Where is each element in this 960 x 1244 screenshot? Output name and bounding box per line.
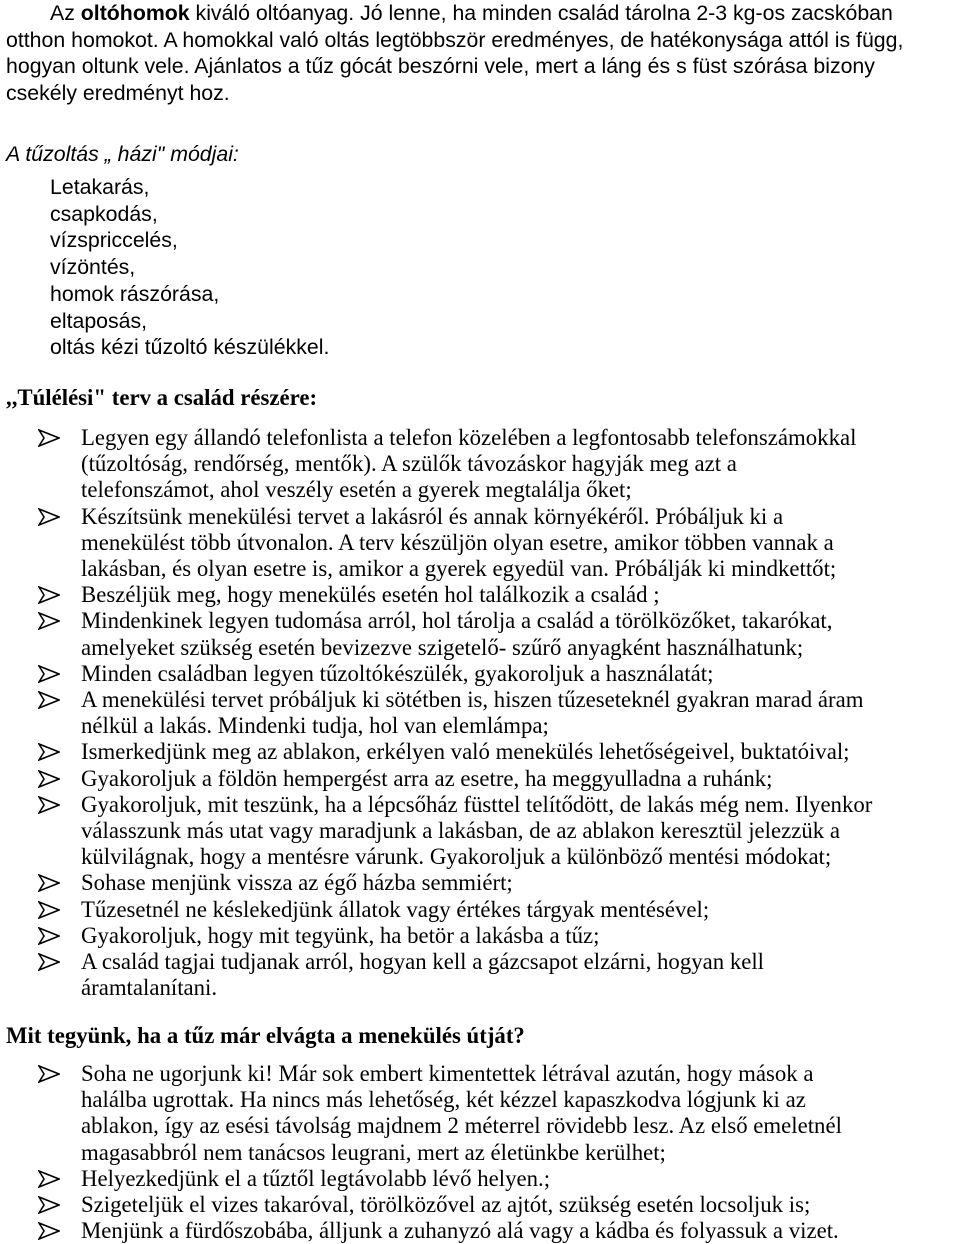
arrowhead-bullet-icon [38, 691, 60, 709]
arrowhead-bullet-icon [38, 796, 60, 814]
method-item: oltás kézi tűzoltó készülékkel. [50, 335, 330, 360]
arrowhead-bullet-icon [38, 1170, 60, 1188]
bullet-item-line: Helyezkedjünk el a tűztől legtávolabb lévő helyen.; [81, 1165, 551, 1191]
bullet-item-line: (tűzoltóság, rendőrség, mentők). A szülők távozáskor hagyják meg azt a [81, 451, 737, 477]
method-item: csapkodás, [50, 201, 158, 226]
bullet-item-line: Sohase menjünk vissza az égő házba semmiért; [81, 870, 513, 896]
arrowhead-bullet-icon [38, 429, 60, 447]
survival-plan-list [0, 425, 960, 1001]
bullet-item [0, 582, 960, 608]
method-item: Letakarás, [50, 175, 150, 199]
intro-paragraph [6, 0, 958, 107]
bullet-item [0, 608, 960, 660]
intro-line: csekély eredményt hoz. [6, 81, 230, 106]
bullet-item [0, 1166, 960, 1192]
method-item: vízspriccelés, [50, 228, 178, 253]
survival-plan-heading: ,,Túlélési" terv a család részére: [6, 385, 318, 410]
arrowhead-bullet-icon [38, 1222, 60, 1240]
bullet-item-line: A menekülési tervet próbáljuk ki sötétben is, hiszen tűzeseteknél gyakran marad áram [81, 687, 864, 713]
arrowhead-bullet-icon [38, 770, 60, 788]
bullet-item [0, 766, 960, 792]
bullet-item-line: Ismerkedjünk meg az ablakon, erkélyen való menekülés lehetőségeivel, buktatóival; [81, 739, 850, 765]
bullet-item-line: ablakon, így az esési távolság majdnem 2 méterrel rövidebb lesz. Az első emeletnél [81, 1113, 842, 1139]
intro-bold-term: oltóhomok [80, 1, 190, 25]
arrowhead-bullet-icon [38, 874, 60, 892]
bullet-item-line: menekülést több útvonalon. A terv készüljön olyan esetre, amikor többen vannak a [81, 529, 834, 555]
intro-text: Az [50, 1, 81, 25]
arrowhead-bullet-icon [38, 508, 60, 526]
home-methods-list [50, 174, 329, 361]
intro-line: hogyan oltunk vele. Ajánlatos a tűz gócát beszórni vele, mert a láng és s füst szórása bizony [6, 54, 875, 79]
bullet-item-line: Beszéljük meg, hogy menekülés esetén hol találkozik a család ; [81, 582, 660, 608]
bullet-item [0, 739, 960, 765]
arrowhead-bullet-icon [38, 901, 60, 919]
bullet-item-line: nélkül a lakás. Mindenki tudja, hol van elemlámpa; [81, 713, 549, 739]
bullet-item [0, 792, 960, 871]
bullet-item-line: halálba ugrottak. Ha nincs más lehetőség, két kézzel kapaszkodva lógjunk ki az [81, 1087, 806, 1113]
bullet-item [0, 504, 960, 583]
method-item: eltaposás, [50, 308, 148, 333]
bullet-item [0, 923, 960, 949]
bullet-item-line: Készítsünk menekülési tervet a lakásról és annak környékéről. Próbáljuk ki a [81, 503, 784, 529]
bullet-item-line: Menjünk a fürdőszobába, álljunk a zuhanyzó alá vagy a kádba és folyassuk a vizet. [81, 1218, 839, 1244]
bullet-item [0, 1061, 960, 1166]
arrowhead-bullet-icon [38, 612, 60, 630]
bullet-item [0, 897, 960, 923]
bullet-item [0, 687, 960, 739]
bullet-item-line: Tűzesetnél ne késlekedjünk állatok vagy értékes tárgyak mentésével; [81, 896, 710, 922]
bullet-item-line: Szigeteljük el vizes takaróval, törölközővel az ajtót, szükség esetén locsoljuk is; [81, 1192, 811, 1218]
bullet-item-line: Minden családban legyen tűzoltókészülék, gyakoroljuk a használatát; [81, 660, 714, 686]
bullet-item-line: külvilágnak, hogy a mentésre várunk. Gyakoroljuk a különböző mentési módokat; [81, 844, 832, 870]
bullet-item-line: válasszunk más utat vagy maradjunk a lakásban, de az ablakon keresztül jelezzük a [81, 818, 840, 844]
intro-text: kiváló oltóanyag. Jó lenne, ha minden család tárolna 2-3 kg-os zacskóban [189, 1, 893, 25]
bullet-item [0, 1218, 960, 1244]
intro-line: otthon homokot. A homokkal való oltás legtöbbször eredményes, de hatékonysága attól is függ, [6, 27, 904, 52]
bullet-item-line: Gyakoroljuk, mit teszünk, ha a lépcsőház füsttel telítődött, de lakás még nem. Ilyenkor [81, 791, 873, 817]
bullet-item-line: magasabbról nem tanácsos leugrani, mert az életünkbe kerülhet; [81, 1139, 666, 1165]
home-methods-heading: A tűzoltás „ házi" módjai: [6, 142, 239, 166]
arrowhead-bullet-icon [38, 927, 60, 945]
bullet-item-line: A család tagjai tudjanak arról, hogyan kell a gázcsapot elzárni, hogyan kell [81, 949, 765, 975]
arrowhead-bullet-icon [38, 586, 60, 604]
bullet-item-line: Gyakoroljuk a földön hempergést arra az esetre, ha meggyulladna a ruhánk; [81, 765, 773, 791]
bullet-item-line: Legyen egy állandó telefonlista a telefon közelében a legfontosabb telefonszámokkal [81, 425, 857, 450]
bullet-item-line: Soha ne ugorjunk ki! Már sok embert kimentettek létrával azután, hogy mások a [81, 1061, 814, 1086]
bullet-item [0, 949, 960, 1001]
bullet-item [0, 425, 960, 504]
arrowhead-bullet-icon [38, 743, 60, 761]
bullet-item [0, 661, 960, 687]
arrowhead-bullet-icon [38, 665, 60, 683]
method-item: vízöntés, [50, 255, 136, 280]
bullet-item-line: lakásban, és olyan esetre is, amikor a gyerek egyedül van. Próbálják ki mindkettőt; [81, 556, 837, 582]
bullet-item-line: amelyeket szükség esetén bevizezve szigetelő- szűrő anyagként használhatunk; [81, 634, 804, 660]
bullet-item [0, 1192, 960, 1218]
bullet-item-line: telefonszámot, ahol veszély esetén a gyerek megtalálja őket; [81, 477, 632, 503]
bullet-item-line: Mindenkinek legyen tudomása arról, hol tárolja a család a törölközőket, takarókat, [81, 608, 833, 634]
arrowhead-bullet-icon [38, 1065, 60, 1083]
method-item: homok rászórása, [50, 281, 220, 306]
arrowhead-bullet-icon [38, 1196, 60, 1214]
arrowhead-bullet-icon [38, 953, 60, 971]
escape-blocked-list [0, 1061, 960, 1244]
intro-line [6, 0, 958, 27]
bullet-item-line: Gyakoroljuk, hogy mit tegyünk, ha betör a lakásba a tűz; [81, 922, 600, 948]
bullet-item-line: áramtalanítani. [81, 975, 218, 1001]
bullet-item [0, 870, 960, 896]
escape-blocked-heading: Mit tegyünk, ha a tűz már elvágta a menekülés útját? [6, 1023, 525, 1048]
